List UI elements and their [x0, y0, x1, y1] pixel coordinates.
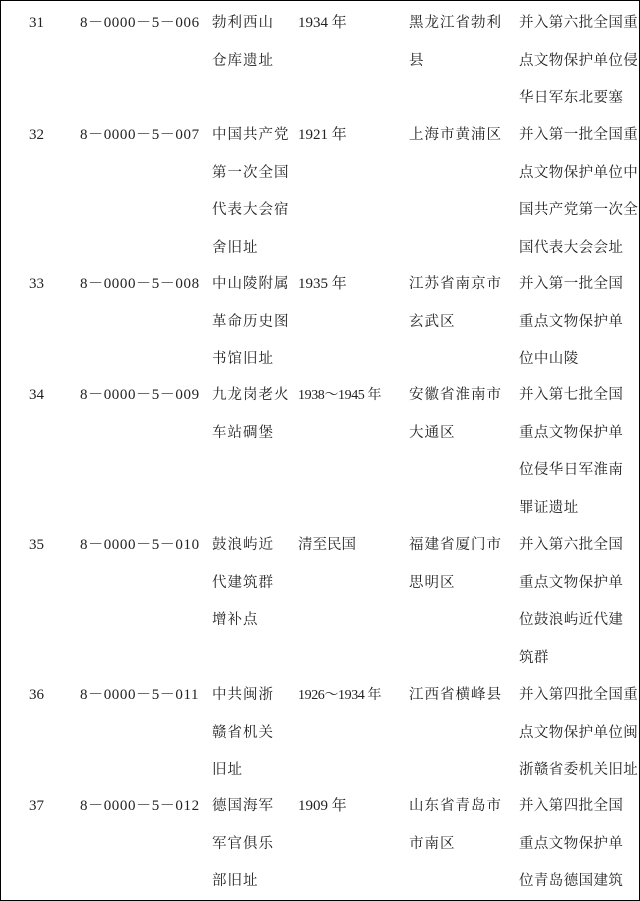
- location: 黑龙江省勃利 县: [409, 15, 502, 69]
- serial-number: 36: [29, 687, 44, 703]
- remark: 并入第一批全国重 点文物保护单位中 国共产党第一次全 国代表大会会址: [519, 127, 639, 256]
- location: 安徽省淮南市 大通区: [409, 387, 502, 441]
- site-code: 8－0000－5－008: [80, 276, 200, 292]
- site-name: 九龙岗老火 车站碉堡: [212, 387, 290, 441]
- site-code: 8－0000－5－007: [80, 127, 200, 143]
- era: 1935 年: [298, 276, 347, 292]
- serial-number: 37: [29, 798, 44, 814]
- site-name: 中国共产党 第一次全国 代表大会宿 舍旧址: [212, 127, 290, 256]
- site-code: 8－0000－5－012: [80, 798, 200, 814]
- site-name: 中共闽浙 赣省机关 旧址: [212, 687, 274, 778]
- serial-number: 34: [29, 387, 44, 403]
- remark: 并入第一批全国 重点文物保护单 位中山陵: [519, 276, 624, 367]
- site-code: 8－0000－5－006: [80, 15, 200, 31]
- era: 1909 年: [298, 798, 347, 814]
- site-name: 勃利西山 仓库遗址: [212, 15, 274, 69]
- site-code: 8－0000－5－010: [80, 537, 200, 553]
- location: 江西省横峰县: [409, 687, 502, 703]
- location: 山东省青岛市 市南区: [409, 798, 502, 852]
- remark: 并入第六批全国 重点文物保护单 位鼓浪屿近代建 筑群: [519, 537, 624, 666]
- location: 福建省厦门市 思明区: [409, 537, 502, 591]
- site-name: 中山陵附属 革命历史图 书馆旧址: [212, 276, 290, 367]
- remark: 并入第四批全国 重点文物保护单 位青岛德国建筑: [519, 798, 624, 889]
- serial-number: 32: [29, 127, 44, 143]
- site-name: 德国海军 军官俱乐 部旧址: [212, 798, 274, 889]
- era: 清至民国: [298, 537, 356, 553]
- site-name: 鼓浪屿近 代建筑群 增补点: [212, 537, 274, 628]
- site-code: 8－0000－5－009: [80, 387, 200, 403]
- serial-number: 35: [29, 537, 44, 553]
- remark: 并入第四批全国重 点文物保护单位闽 浙赣省委机关旧址: [519, 687, 639, 778]
- serial-number: 31: [29, 15, 44, 31]
- serial-number: 33: [29, 276, 44, 292]
- era: 1934 年: [298, 15, 347, 31]
- location: 江苏省南京市 玄武区: [409, 276, 502, 330]
- location: 上海市黄浦区: [409, 127, 502, 143]
- remark: 并入第六批全国重 点文物保护单位侵 华日军东北要塞: [519, 15, 639, 106]
- era: 1926～1934 年: [298, 688, 382, 703]
- era: 1921 年: [298, 127, 347, 143]
- era: 1938～1945 年: [298, 388, 382, 403]
- remark: 并入第七批全国 重点文物保护单 位侵华日军淮南 罪证遗址: [519, 387, 624, 516]
- site-code: 8－0000－5－011: [80, 687, 200, 703]
